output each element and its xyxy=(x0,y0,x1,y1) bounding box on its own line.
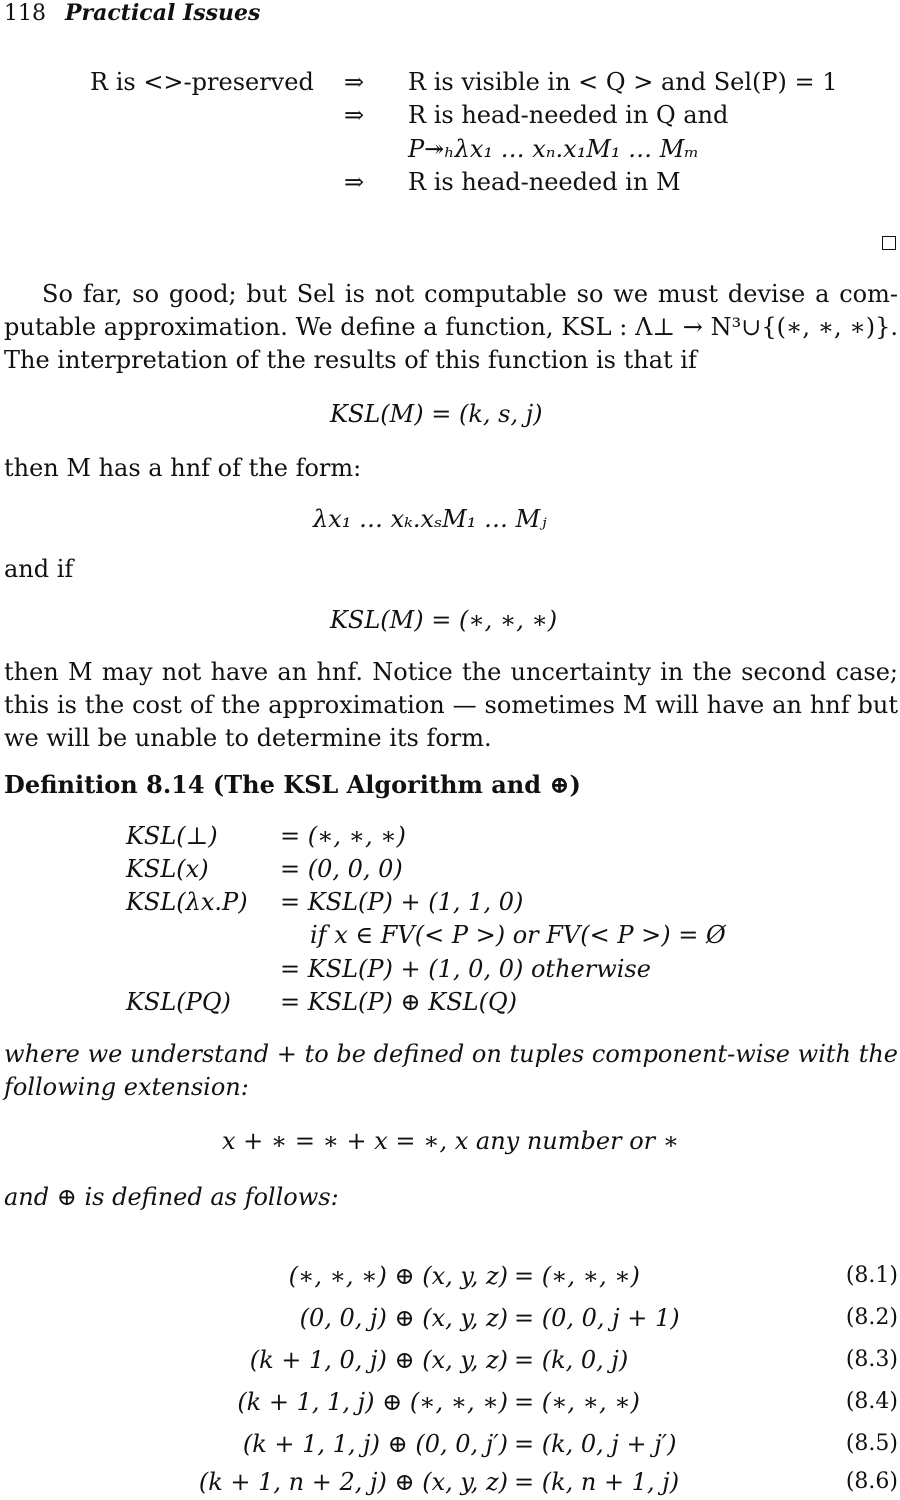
def-lhs: KSL(⊥) xyxy=(126,822,218,850)
definition-heading: Definition 8.14 (The KSL Algorithm and ⊕) xyxy=(4,770,581,799)
def-lhs: KSL(x) xyxy=(126,855,209,883)
derivation-line: P↠ₕλx₁ … xₙ.x₁M₁ … Mₘ xyxy=(408,135,700,163)
def-lhs: KSL(PQ) xyxy=(126,988,231,1016)
equation-lhs: (k + 1, n + 2, j) ⊕ (x, y, z) xyxy=(198,1468,508,1496)
def-rhs: = KSL(P) + (1, 0, 0) otherwise xyxy=(280,955,651,983)
body-line: putable approximation. We define a function, KSL : Λ⊥ → N³∪{(∗, ∗, ∗)}. xyxy=(4,313,898,341)
derivation-line: R is head-needed in Q and xyxy=(408,101,729,129)
def-rhs: = (∗, ∗, ∗) xyxy=(280,822,406,850)
body-line: So far, so good; but Sel is not computable so we must devise a com- xyxy=(42,280,898,308)
equation-rhs: = (k, 0, j + j′) xyxy=(514,1430,677,1458)
body-line: we will be unable to determine its form. xyxy=(4,724,492,752)
equation-lhs: (∗, ∗, ∗) ⊕ (x, y, z) xyxy=(288,1262,508,1290)
equation-rhs: = (∗, ∗, ∗) xyxy=(514,1262,640,1290)
implies-symbol: ⇒ xyxy=(344,68,365,96)
extension-equation: x + ∗ = ∗ + x = ∗, x any number or ∗ xyxy=(222,1127,680,1155)
equation-rhs: = (k, n + 1, j) xyxy=(514,1468,680,1496)
implies-symbol: ⇒ xyxy=(344,101,365,129)
definition-text: and ⊕ is defined as follows: xyxy=(4,1183,339,1211)
def-rhs: = KSL(P) + (1, 1, 0) xyxy=(280,888,524,916)
body-line: The interpretation of the results of this function is that if xyxy=(4,346,697,374)
definition-text: following extension: xyxy=(4,1073,249,1101)
equation-rhs: = (k, 0, j) xyxy=(514,1346,629,1374)
equation-lhs: (k + 1, 1, j) ⊕ (0, 0, j′) xyxy=(242,1430,508,1458)
display-equation: λx₁ … xₖ.xₛM₁ … Mⱼ xyxy=(313,505,547,533)
body-line: then M has a hnf of the form: xyxy=(4,454,362,482)
chapter-title: Practical Issues xyxy=(65,0,261,26)
def-condition: if x ∈ FV(< P >) or FV(< P >) = Ø xyxy=(310,921,726,949)
def-lhs: KSL(λx.P) xyxy=(126,888,248,916)
display-equation: KSL(M) = (k, s, j) xyxy=(330,400,543,428)
equation-number: (8.1) xyxy=(845,1263,898,1288)
equation-rhs: = (∗, ∗, ∗) xyxy=(514,1388,640,1416)
def-rhs: = KSL(P) ⊕ KSL(Q) xyxy=(280,988,517,1016)
equation-lhs: (0, 0, j) ⊕ (x, y, z) xyxy=(299,1304,508,1332)
equation-number: (8.3) xyxy=(845,1347,898,1372)
equation-number: (8.2) xyxy=(845,1305,898,1330)
equation-number: (8.5) xyxy=(845,1431,898,1456)
running-header xyxy=(4,0,260,26)
derivation-premise: R is <>-preserved xyxy=(90,68,314,96)
implies-symbol: ⇒ xyxy=(344,168,365,196)
body-line: this is the cost of the approximation — sometimes M will have an hnf but xyxy=(4,691,898,719)
def-rhs: = (0, 0, 0) xyxy=(280,855,403,883)
display-equation: KSL(M) = (∗, ∗, ∗) xyxy=(330,606,558,634)
equation-number: (8.4) xyxy=(845,1389,898,1414)
derivation-line: R is head-needed in M xyxy=(408,168,681,196)
qed-box xyxy=(882,236,896,250)
body-line: then M may not have an hnf. Notice the uncertainty in the second case; xyxy=(4,658,898,686)
body-line: and if xyxy=(4,555,74,583)
equation-lhs: (k + 1, 1, j) ⊕ (∗, ∗, ∗) xyxy=(237,1388,508,1416)
equation-lhs: (k + 1, 0, j) ⊕ (x, y, z) xyxy=(249,1346,508,1374)
equation-rhs: = (0, 0, j + 1) xyxy=(514,1304,680,1332)
page-number: 118 xyxy=(4,1,46,26)
definition-text: where we understand + to be defined on tuples component-wise with the xyxy=(4,1040,898,1068)
equation-number: (8.6) xyxy=(845,1469,898,1494)
derivation-line: R is visible in < Q > and Sel(P) = 1 xyxy=(408,68,838,96)
